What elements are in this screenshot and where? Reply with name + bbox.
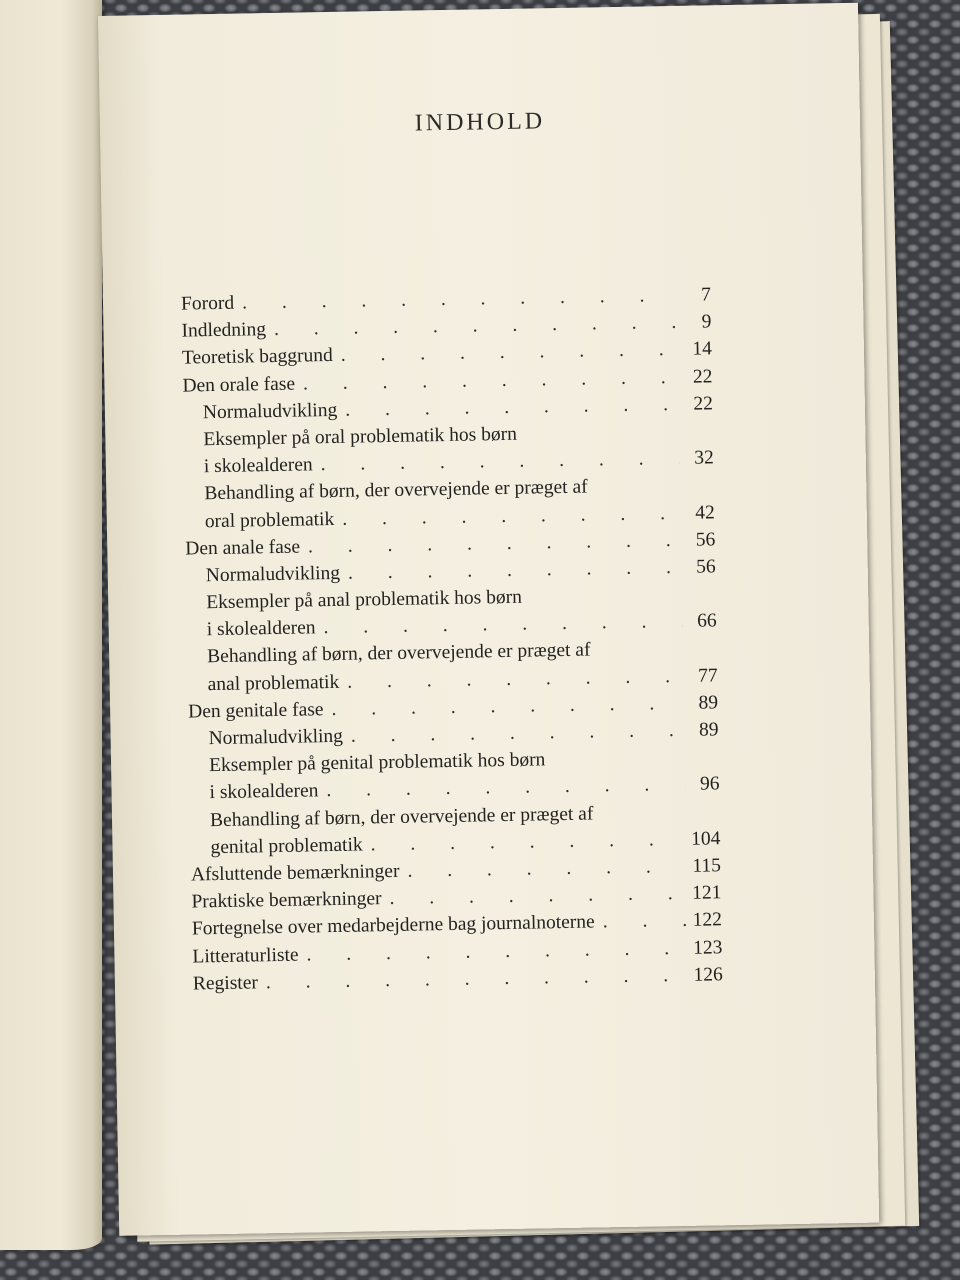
toc-entry-label: oral problematik [204,508,335,532]
dot-leader [595,907,689,936]
toc-entry-page: 123 [692,936,723,959]
toc-entry-page: 22 [693,393,714,415]
toc-entry-label: Afsluttende bemærkninger [190,860,400,886]
toc-entry-label: Teoretisk baggrund [181,345,333,369]
table-of-contents [181,281,723,997]
toc-entry-label: i skolealderen [209,780,319,804]
toc-entry-label: Praktiske bemærkninger [191,888,382,913]
toc-entry-label: Fortegnelse over medarbejderne bag journalnoterne [191,911,595,940]
toc-entry-label: i skolealderen [203,454,313,478]
toc-entry-label: Forord [180,292,235,315]
toc-entry-label: Behandling af børn, der overvejende er præget af [209,803,594,831]
toc-entry-label: Den orale fase [182,373,296,397]
toc-entry-page: 32 [694,447,714,469]
toc-entry-label: Eksempler på genital problematik hos børn [208,749,546,777]
toc-entry-page: 56 [696,556,716,578]
toc-entry-label: genital problematik [210,834,363,858]
toc-entry-page: 89 [698,692,719,714]
toc-entry-label: Normaludvikling [208,725,344,750]
toc-entry-page: 42 [695,501,715,524]
toc-entry-page: 104 [691,828,721,850]
toc-entry-label: Litteraturliste [192,944,299,967]
toc-entry-page: 122 [692,909,723,932]
toc-entry-page: 96 [699,773,720,795]
toc-entry-label: anal problematik [207,671,340,695]
toc-entry-label: Eksempler på anal problematik hos børn [206,586,523,614]
toc-entry-label: Indledning [181,319,267,342]
toc-entry-page: 66 [696,610,717,632]
toc-entry-label: Normaludvikling [202,399,338,423]
toc-entry-page: 126 [693,963,724,986]
toc-entry-page: 56 [695,528,716,551]
toc-entry-page: 77 [697,664,718,687]
toc-entry-page: 22 [692,365,713,388]
toc-entry-page: 7 [701,284,712,306]
right-book-page [98,3,879,1236]
toc-entry-label: Behandling af børn, der overvejende er præget af [207,639,591,668]
toc-entry-page: 9 [701,311,712,333]
toc-heading: INDHOLD [414,108,546,137]
toc-entry-label: Den genitale fase [187,698,324,723]
toc-entry-label: Register [192,972,259,995]
toc-entry-page: 14 [692,338,713,361]
toc-entry-page: 89 [698,719,719,741]
toc-entry-label: Normaludvikling [205,562,341,587]
toc-entry-label: i skolealderen [206,617,316,641]
toc-entry-label: Den anale fase [185,536,301,560]
toc-entry-page: 121 [691,882,722,904]
left-book-page [0,0,102,1250]
toc-entry-label: Eksempler på oral problematik hos børn [203,423,518,451]
toc-entry-page: 115 [692,855,722,877]
toc-entry-label: Behandling af børn, der overvejende er præget af [204,476,588,505]
